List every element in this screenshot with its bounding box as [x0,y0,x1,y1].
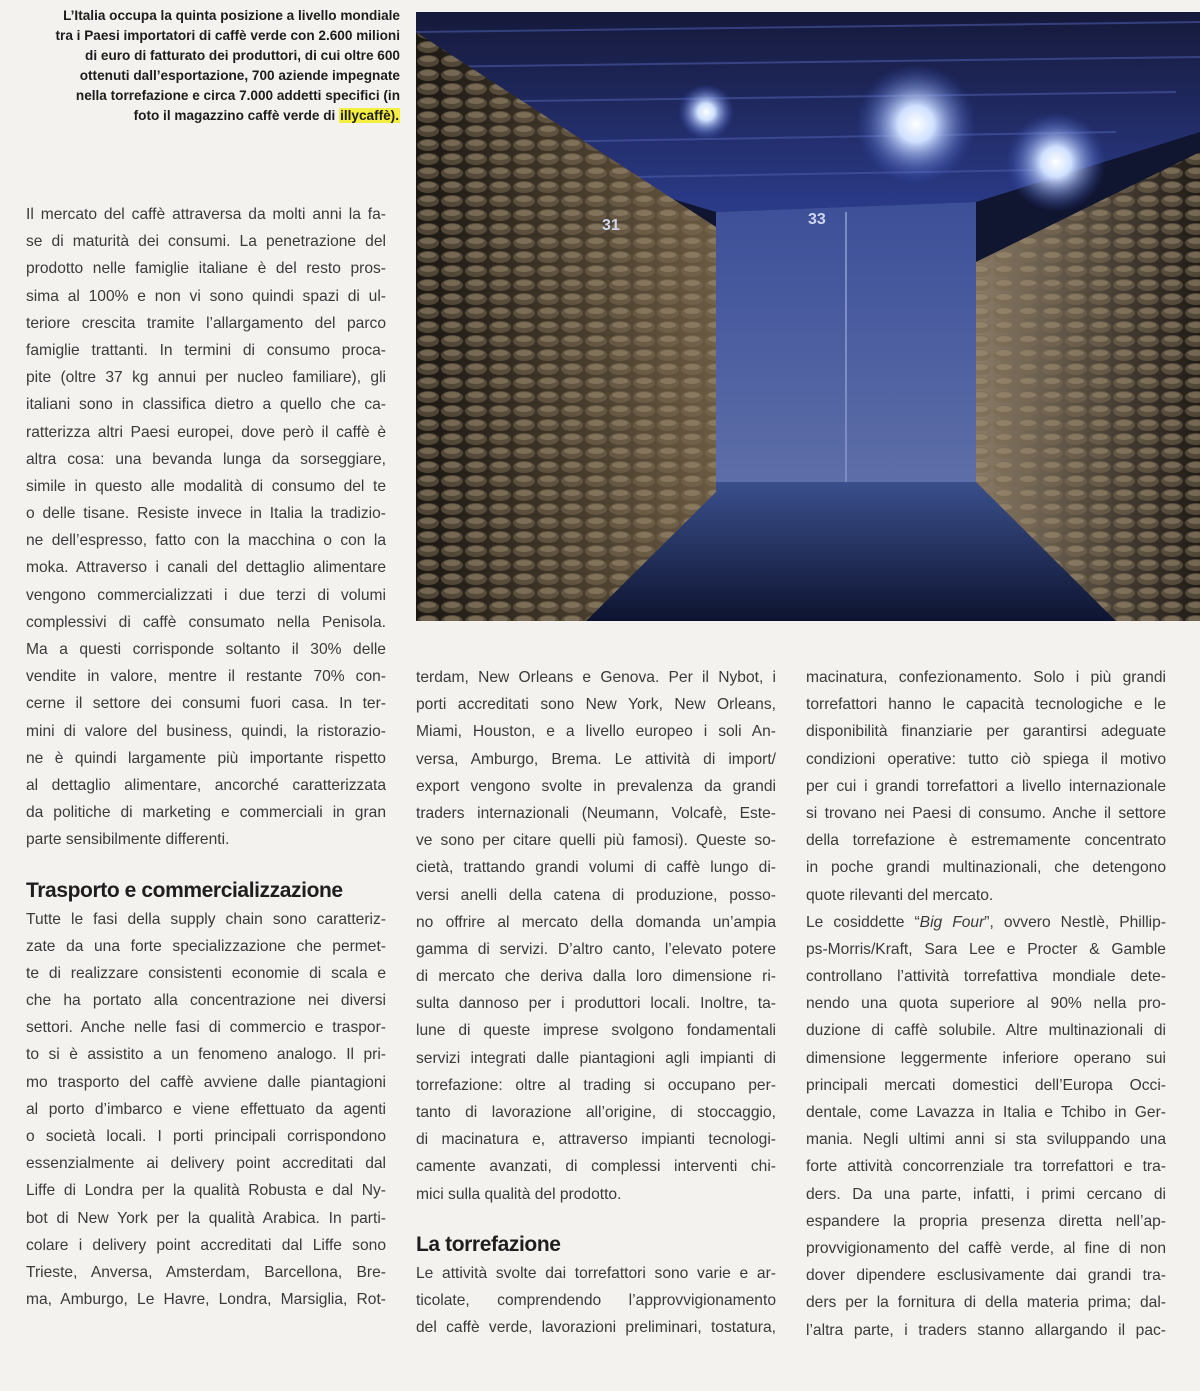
section-heading: La torrefazione [416,1232,561,1256]
text-fragment: ”, ovvero Nestlè, Phillip- [984,913,1167,931]
text-line: settori. Anche nelle fasi di commercio e traspor- [26,1019,386,1037]
text-line: disponibilità finanziarie per garantirsi adeguate [806,723,1166,741]
text-fragment: Le cosiddette “ [806,913,920,931]
text-line: moka. Attraverso i canali del dettaglio alimentare [26,559,386,577]
text-line: se di maturità dei consumi. La penetrazione del [26,233,386,251]
text-line: Trieste, Anversa, Amsterdam, Barcellona, Bre- [26,1263,386,1281]
text-line: complessivi di caffè consumato nella Penisola. [26,613,386,631]
text-line: gamma di servizi. D’altro canto, l’elevato potere [416,940,776,958]
text-line: mania. Negli ultimi anni si sta sviluppando una [806,1131,1166,1149]
text-line: lune di queste imprese svolgono fondamentali [416,1022,776,1040]
text-line: ders per la fornitura di della materia prima; dal- [806,1294,1166,1312]
text-line: l’altra parte, i traders stanno allargando il pac- [806,1321,1166,1339]
warehouse-photo [416,12,1200,621]
text-line: ticolate, comprendendo l’approvvigionamento [416,1291,776,1309]
photo-caption [20,6,400,126]
text-line: italiani sono in classifica dietro a quello che ca- [26,396,386,414]
text-line: controllano l’attività torrefattiva mondiale dete- [806,968,1166,986]
text-line: mo trasporto del caffè avviene dalle piantagioni [26,1073,386,1091]
text-line: torrefazione: oltre al trading si occupano per- [416,1076,776,1094]
text-line: o delle tisane. Resiste invece in Italia la tradizio- [26,505,386,523]
text-line: versa, Amburgo, Brema. Le attività di import/ [416,750,776,768]
text-line: per cui i grandi torrefattori a livello internazionale [806,777,1166,795]
text-line: dimensione leggermente inferiore operano sui [806,1049,1166,1067]
text-line: cietà, trattando grandi volumi di caffè lungo di- [416,859,776,877]
text-line: ma, Amburgo, Le Havre, Londra, Marsiglia, Rot- [26,1291,386,1309]
text-line: della torrefazione è estremamente concentrato [806,832,1166,850]
text-line: simile in questo alle modalità di consumo del te [26,477,386,495]
text-line [806,909,1166,936]
text-line: ders. Da una parte, infatti, i primi cercano di [806,1185,1166,1203]
text-line: in poche grandi multinazionali, che detengono [806,859,1166,877]
text-line: di mercato che deriva dalla loro dimensione ri- [416,968,776,986]
text-line: sima al 100% e non vi sono quindi spazi di ul- [26,287,386,305]
text-line: traders internazionali (Neumann, Volcafè, Este- [416,804,776,822]
text-line: teriore crescita tramite l’allargamento del parco [26,314,386,332]
text-line: che ha portato alla concentrazione nei diversi [26,992,386,1010]
text-line: duzione di caffè solubile. Altre multinazionali di [806,1022,1166,1040]
text-line: Tutte le fasi della supply chain sono caratteriz- [26,910,386,928]
text-line: forte attività concorrenziale tra torrefattori e tra- [806,1158,1166,1176]
warehouse-illustration [416,12,1200,621]
caption-text: foto il magazzino caffè verde di [133,108,340,123]
caption-line: nella torrefazione e circa 7.000 addetti specifici (in [75,88,400,103]
text-line: nendo una quota superiore al 90% nella pro- [806,995,1166,1013]
text-line: vendite in valore, mentre il restante 70% con- [26,668,386,686]
text-line: Ma a questi corrisponde soltanto il 30% delle [26,641,386,658]
text-line: quote rilevanti del mercato. [806,886,994,904]
column-marker: 33 [808,211,826,228]
text-column-3 [806,664,1166,1344]
text-line: espandere la propria presenza diretta nell’ap- [806,1212,1166,1230]
text-line: Miami, Houston, e a livello europeo i soli An- [416,723,776,741]
text-line: ne è quindi largamente più importante rispetto [26,749,386,767]
text-line: ve sono per citare quelli più famosi). Queste so- [416,832,776,850]
text-line: Le attività svolte dai torrefattori sono varie e ar- [416,1264,776,1282]
text-line: Liffe di Londra per la qualità Robusta e dal Ny- [26,1182,386,1200]
text-line: altra cosa: una bevanda lunga da sorseggiare, [26,450,386,468]
text-line: parte sensibilmente differenti. [26,831,230,849]
text-line: no offrire al mercato della domanda un’ampia [416,913,776,931]
column-marker: 31 [602,217,620,234]
text-line: dentale, come Lavazza in Italia e Tchibo in Ger- [806,1104,1166,1121]
text-line: dover dipendere esclusivamente dai grandi tra- [806,1267,1166,1285]
text-line: da politiche di marketing e commerciali in gran [26,804,386,822]
text-line: macinatura, confezionamento. Solo i più grandi [806,669,1166,686]
text-line: di macinatura e, attraverso impianti tecnologi- [416,1131,776,1149]
caption-highlight: illycaffè). [340,108,399,123]
text-line: ne dell’espresso, fatto con la macchina o con la [26,532,386,550]
text-line: vengono commercializzati i due terzi di volumi [26,586,386,604]
text-line: al porto d’imbarco e viene effettuato da agenti [26,1100,386,1118]
text-line: cerne il settore dei consumi fuori casa. In ter- [26,695,386,713]
text-line: mini di valore del business, quindi, la ristorazio- [26,722,386,740]
text-line: al dettaglio alimentare, ancorché caratterizzata [26,776,386,794]
text-line: prodotto nelle famiglie italiane è del resto pros- [26,260,386,278]
text-line: zate da una forte specializzazione che permet- [26,937,386,955]
text-line: porti accreditati sono New York, New Orleans, [416,696,776,714]
caption-line: L’Italia occupa la quinta posizione a livello mondiale [63,8,400,23]
text-column-2 [416,664,776,1341]
text-line: terdam, New Orleans e Genova. Per il Nybot, i [416,669,776,686]
text-line: te di realizzare consistenti economie di scala e [26,964,386,982]
text-line: versi anelli della catena di produzione, posso- [416,886,776,904]
text-line: famiglie trattanti. In termini di consumo proca- [26,341,386,359]
text-line: ratterizza altri Paesi europei, dove però il caffè è [26,423,386,441]
text-line: pite (oltre 37 kg annui per nucleo familiare), gli [26,369,386,387]
caption-line: di euro di fatturato dei produttori, di cui oltre 600 [85,48,400,63]
text-line: camente avanzati, di complessi interventi chi- [416,1158,776,1176]
text-line: servizi integrati dalle piantagioni agli impianti di [416,1049,776,1067]
text-line: Il mercato del caffè attraversa da molti anni la fa- [26,206,386,223]
text-line: provvigionamento del caffè verde, al fine di non [806,1239,1166,1257]
text-line: export vengono svolte in prevalenza da grandi [416,777,776,795]
text-line: torrefattori hanno le capacità tecnologiche e le [806,696,1166,714]
text-line: sulta dannoso per i produttori locali. Inoltre, ta- [416,995,776,1013]
text-line: o società locali. I porti principali corrispondono [26,1128,386,1145]
caption-line: ottenuti dall’esportazione, 700 aziende impegnate [79,68,400,83]
text-line: si trovano nei Paesi di consumo. Anche il settore [806,804,1166,822]
text-column-1 [26,201,386,1313]
text-line: condizioni operative: tutto ciò spiega il motivo [806,750,1166,768]
text-line: colare i delivery point accreditati dal Liffe sono [26,1236,386,1254]
emphasis-text: Big Four [919,913,985,931]
caption-line-last [20,106,400,126]
text-line: tanto di lavorazione all’origine, di stoccaggio, [416,1104,776,1121]
section-heading: Trasporto e commercializzazione [26,878,343,902]
caption-line: tra i Paesi importatori di caffè verde con 2.600 milioni [55,28,400,43]
text-line: del caffè verde, lavorazioni preliminari, tostatura, [416,1319,776,1337]
paragraph-gap [26,854,386,876]
text-line: principali mercati domestici dell’Europa Occi- [806,1076,1166,1094]
text-line: bot di New York per la qualità Arabica. In parti- [26,1209,386,1227]
text-line: to si è assistito a un fenomeno analogo. Il pri- [26,1046,386,1064]
paragraph-gap [416,1208,776,1230]
text-line: ps-Morris/Kraft, Sara Lee e Procter & Gamble [806,940,1166,958]
text-line: mici sulla qualità del prodotto. [416,1185,622,1203]
text-line: essenzialmente ai delivery point accreditati dal [26,1155,386,1173]
